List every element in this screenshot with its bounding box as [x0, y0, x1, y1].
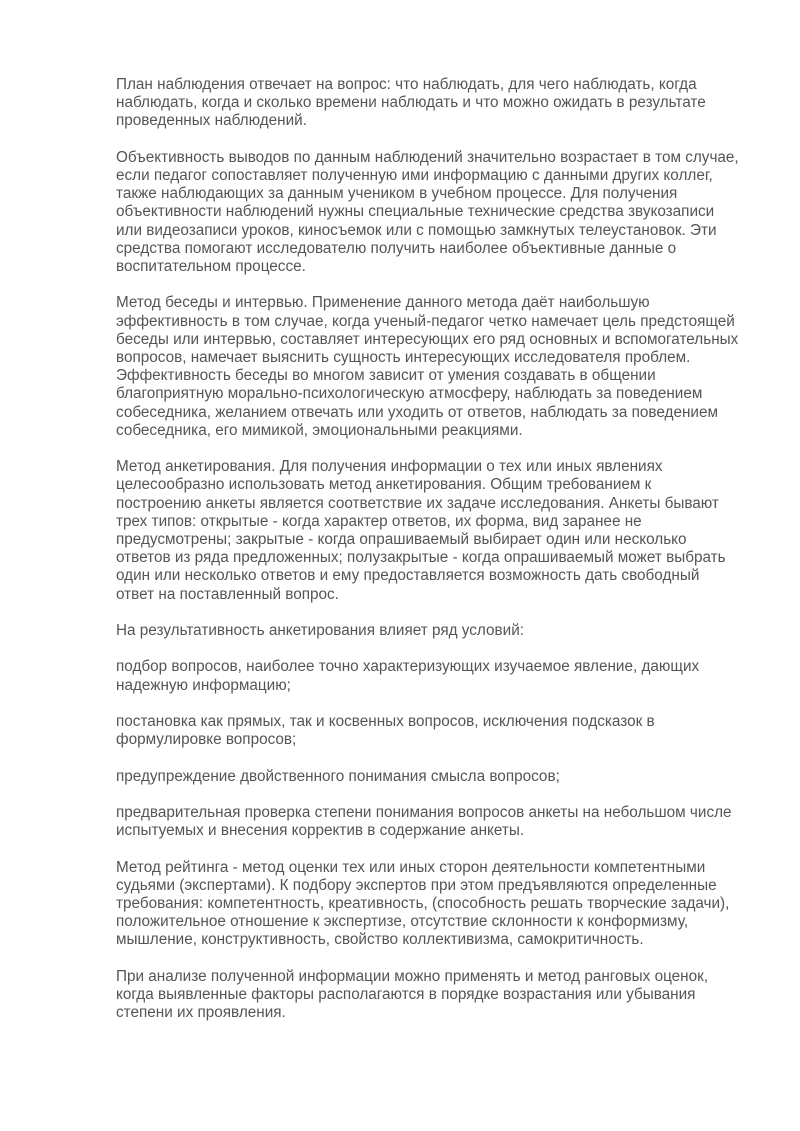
paragraph-condition-ambiguity: предупреждение двойственного понимания смысла вопросов;: [116, 767, 560, 785]
paragraph-condition-pretest: предварительная проверка степени понимания вопросов анкеты на небольшом числе испытуемых и внесения корректив в содержание анкеты.: [116, 804, 732, 840]
paragraph-survey-method: Метод анкетирования. Для получения информации о тех или иных явлениях целесообразно использовать метод анкетирования. Общим требованием к построению анкеты является соответствие их задаче исследования. Анкеты бывают трех типов: открытые - когда характер ответов, их форма, вид заранее не предусмотрены; закрытые - когда опрашиваемый выбирает один или несколько ответов из ряда предложенных; полузакрытые - когда опрашиваемый может выбрать один или несколько ответов и ему предоставляется возможность дать свободный ответ на поставленный вопрос.: [116, 458, 726, 603]
paragraph-condition-question-types: постановка как прямых, так и косвенных вопросов, исключения подсказок в формулировке вопросов;: [116, 713, 655, 749]
paragraph-survey-conditions-intro: На результативность анкетирования влияет ряд условий:: [116, 622, 524, 640]
paragraph-ranking-method: При анализе полученной информации можно применять и метод ранговых оценок, когда выявленные факторы располагаются в порядке возрастания или убывания степени их проявления.: [116, 967, 709, 1022]
paragraph-interview-method: Метод беседы и интервью. Применение данного метода даёт наибольшую эффективность в том случае, когда ученый-педагог четко намечает цель предстоящей беседы или интервью, составляет интересующих его ряд основных и вспомогательных вопросов, намечает выяснить сущность интересующих исследователя проблем. Эффективность беседы во многом зависит от умения создавать в общении благоприятную морально-психологическую атмосферу, наблюдать за поведением собеседника, желанием отвечать или уходить от ответов, наблюдать за поведением собеседника, его мимикой, эмоциональными реакциями.: [116, 294, 739, 439]
paragraph-rating-method: Метод рейтинга - метод оценки тех или иных сторон деятельности компетентными судьями (экспертами). К подбору экспертов при этом предъявляются определенные требования: компетентность, креативность, (способность решать творческие задачи), положительное отношение к экспертизе, отсутствие склонности к конформизму, мышление, конструктивность, свойство коллективизма, самокритичность.: [116, 858, 730, 949]
paragraph-observation-objectivity: Объективность выводов по данным наблюдений значительно возрастает в том случае, если педагог сопоставляет полученную ими информацию с данными других коллег, также наблюдающих за данным учеником в учебном процессе. Для получения объективности наблюдений нужны специальные технические средства звукозаписи или видеозаписи уроков, киносъемок или с помощью замкнутых телеустановок. Эти средства помогают исследователю получить наиболее объективные данные о воспитательном процессе.: [116, 148, 739, 276]
paragraph-observation-plan: План наблюдения отвечает на вопрос: что наблюдать, для чего наблюдать, когда наблюдать, когда и сколько времени наблюдать и что можно ожидать в результате проведенных наблюдений.: [116, 76, 706, 130]
paragraph-condition-question-selection: подбор вопросов, наиболее точно характеризующих изучаемое явление, дающих надежную информацию;: [116, 658, 700, 694]
document-page: [116, 76, 740, 1041]
